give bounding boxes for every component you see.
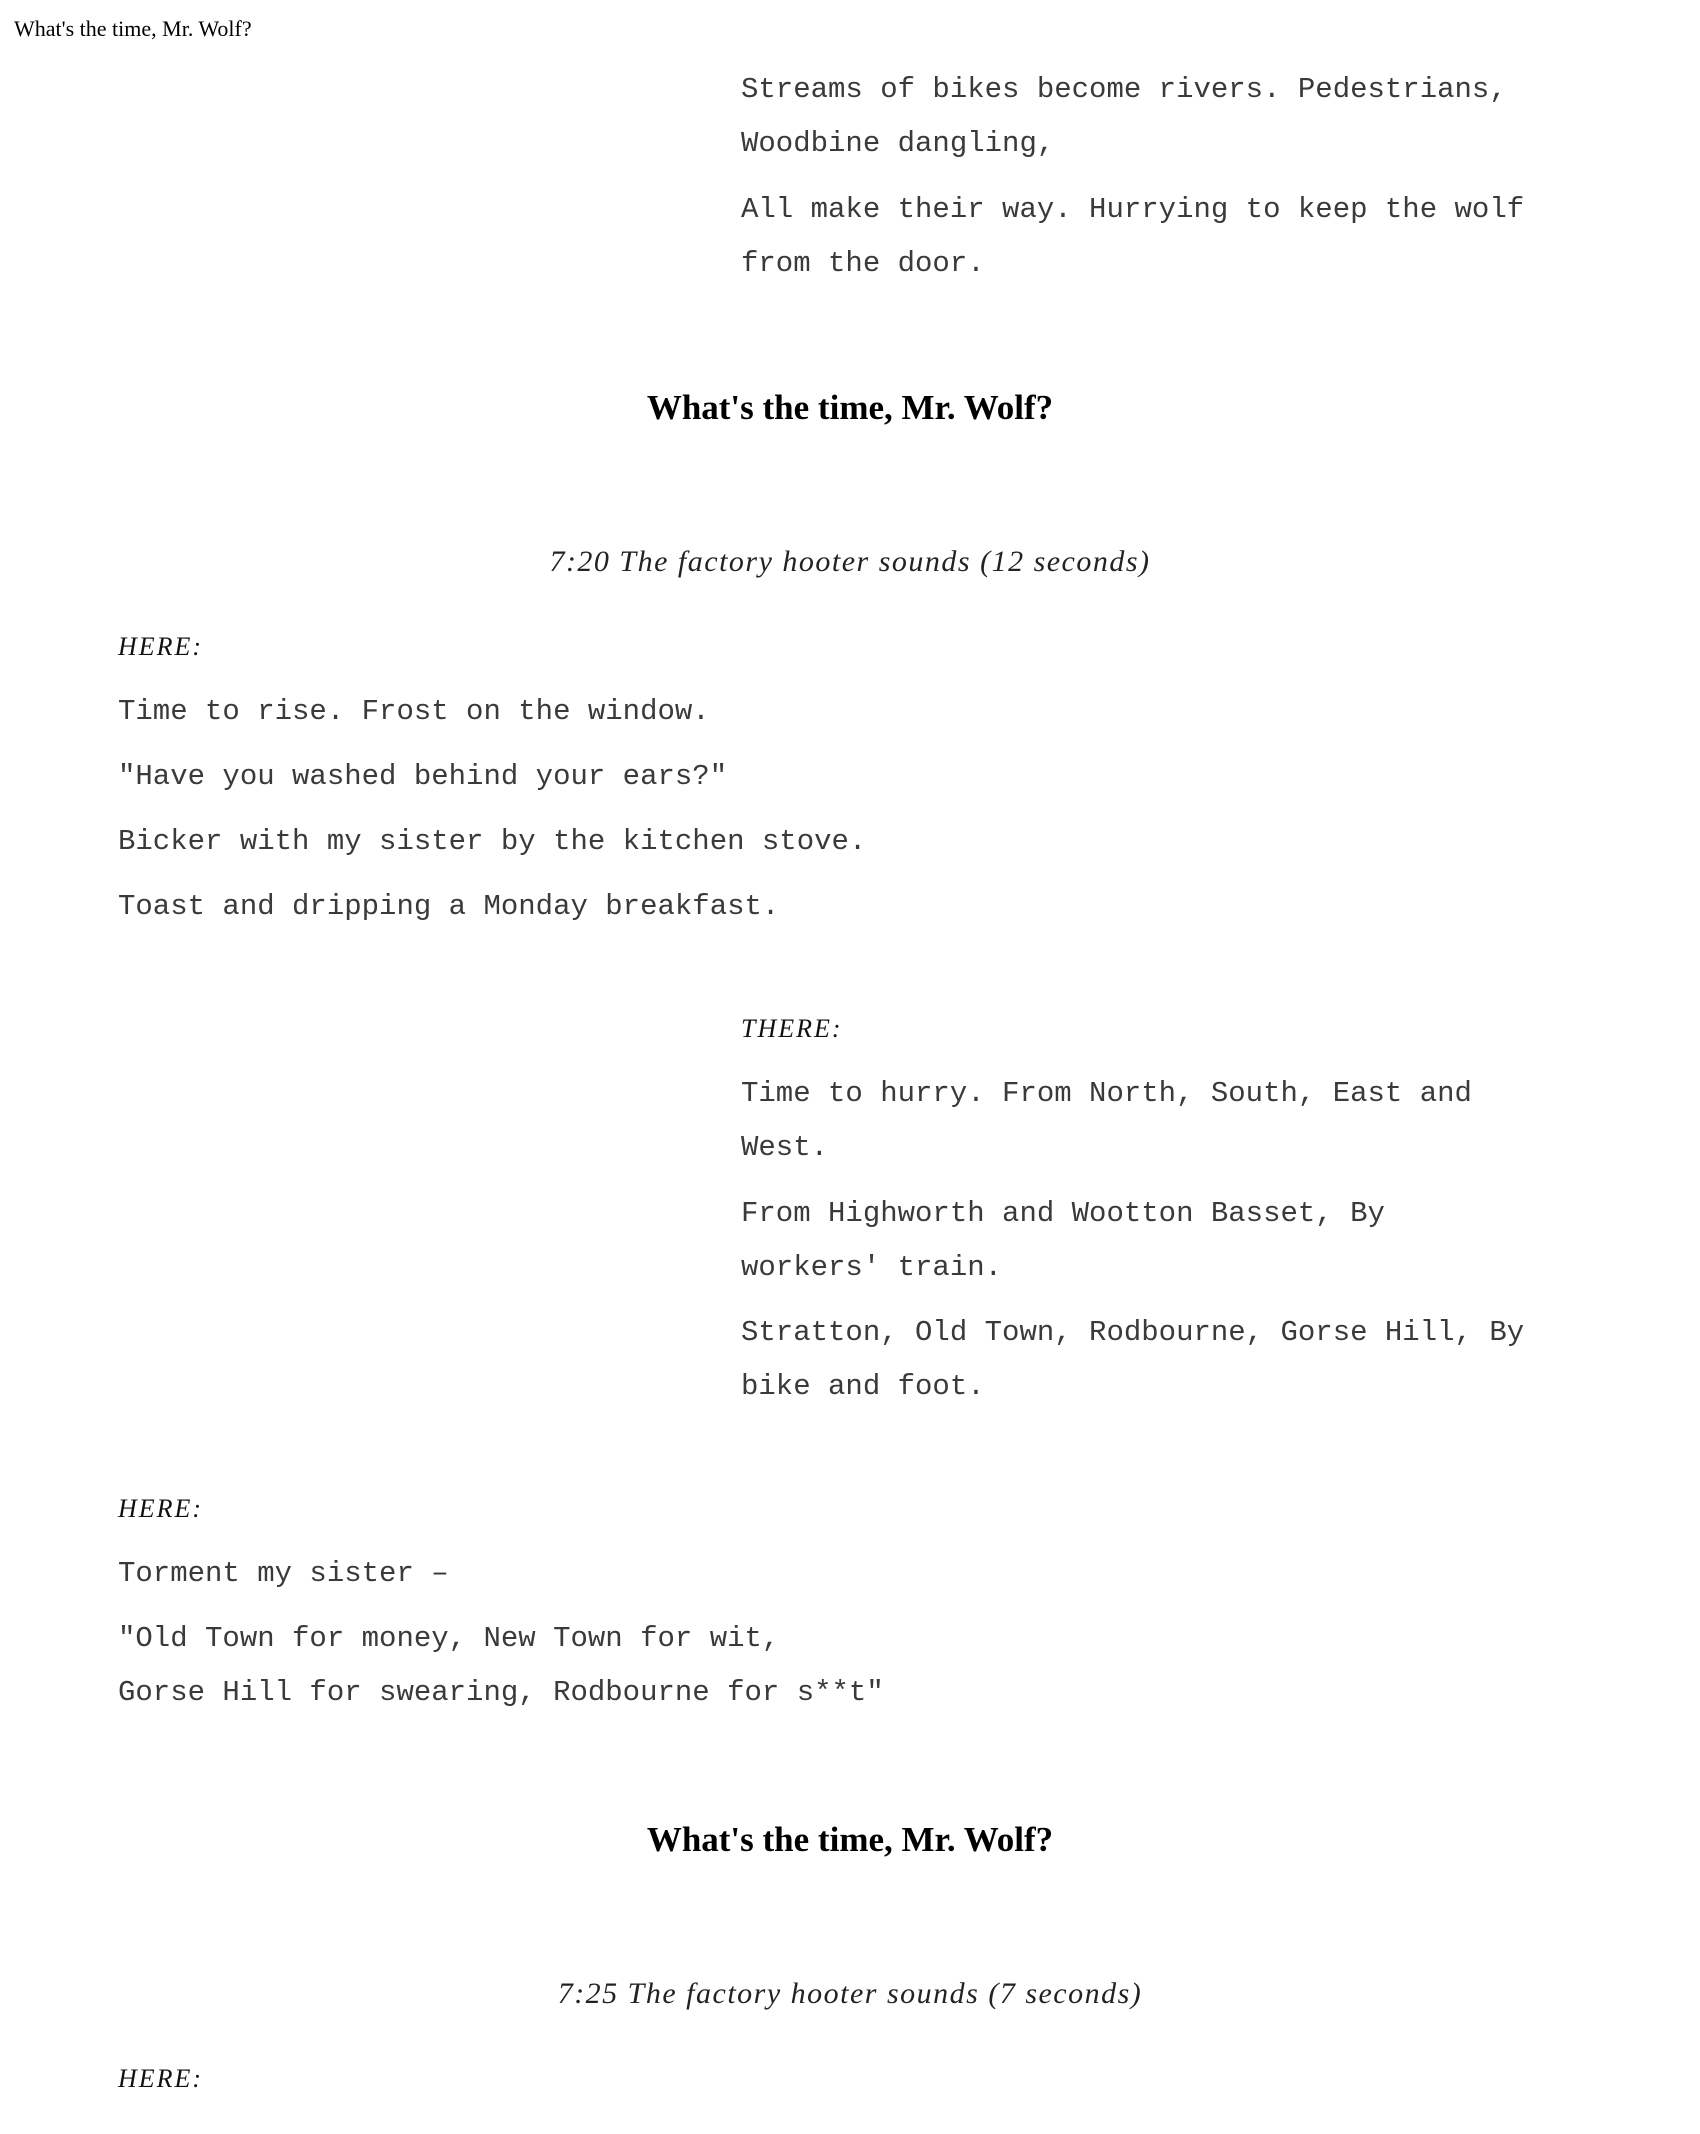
section-heading: What's the time, Mr. Wolf?: [646, 388, 1054, 427]
verse-line: Toast and dripping a Monday breakfast.: [118, 890, 780, 923]
verse-line: Bicker with my sister by the kitchen stove.: [118, 825, 867, 858]
verse-line: Gorse Hill for swearing, Rodbourne for s**t": [118, 1676, 884, 1709]
speaker-label: THERE:: [741, 1014, 843, 1043]
verse-line: Woodbine dangling,: [741, 127, 1055, 160]
verse-line: All make their way. Hurrying to keep the wolf: [741, 193, 1525, 226]
verse-line: From Highworth and Wootton Basset, By: [741, 1197, 1385, 1230]
verse-line: Torment my sister –: [118, 1557, 449, 1590]
speaker-label: HERE:: [118, 1494, 204, 1523]
verse-line: bike and foot.: [741, 1370, 985, 1403]
verse-line: Stratton, Old Town, Rodbourne, Gorse Hill, By: [741, 1316, 1525, 1349]
verse-line: from the door.: [741, 247, 985, 280]
stage-cue: 7:25 The factory hooter sounds (7 seconds): [557, 1977, 1143, 2010]
verse-line: workers' train.: [741, 1251, 1003, 1284]
verse-line: Streams of bikes become rivers. Pedestrians,: [741, 73, 1507, 106]
verse-line: Time to hurry. From North, South, East and: [741, 1077, 1472, 1110]
verse-line: "Have you washed behind your ears?": [118, 760, 728, 793]
speaker-label: HERE:: [118, 2064, 204, 2093]
running-header: What's the time, Mr. Wolf?: [14, 16, 252, 41]
verse-line: Time to rise. Frost on the window.: [118, 695, 710, 728]
verse-line: "Old Town for money, New Town for wit,: [118, 1622, 780, 1655]
speaker-label: HERE:: [118, 632, 204, 661]
stage-cue: 7:20 The factory hooter sounds (12 seconds): [549, 545, 1151, 578]
verse-line: West.: [741, 1131, 829, 1164]
section-heading: What's the time, Mr. Wolf?: [646, 1820, 1054, 1859]
